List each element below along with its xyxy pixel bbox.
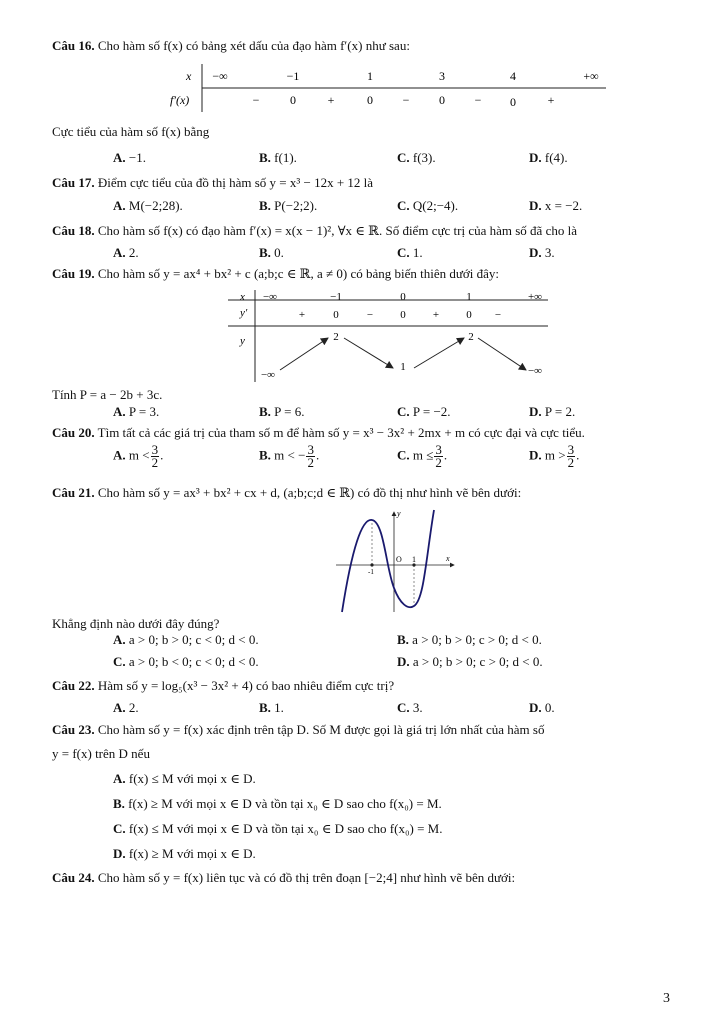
- q17-option-b-text: P(−2;2).: [274, 198, 318, 213]
- q19-sign-2: −: [366, 309, 374, 321]
- q20-option-d-label: D.: [529, 447, 542, 463]
- q19-sign-5: 0: [466, 309, 472, 321]
- q19-arrow-4: [478, 338, 526, 370]
- q20-option-d-denominator: 2: [567, 455, 575, 470]
- q19-option-d-label: D.: [529, 404, 542, 419]
- q18-option-b: [259, 245, 284, 261]
- q21-origin-label: O: [396, 555, 402, 564]
- q20-number: Câu 20.: [52, 425, 95, 440]
- q16-sign-3: 0: [367, 93, 373, 107]
- q16-sign-6: −: [474, 93, 482, 107]
- q16-option-a-label: A.: [113, 150, 126, 165]
- q19-option-b-label: B.: [259, 404, 271, 419]
- q19-y-2: 1: [400, 361, 406, 373]
- q24-number: Câu 24.: [52, 870, 95, 885]
- q16-sign-7: 0: [510, 95, 516, 109]
- q20-option-c-fraction: [434, 444, 443, 469]
- q20-option-b-numerator: 3: [307, 442, 314, 457]
- q22-option-a-text: 2.: [128, 700, 139, 715]
- q19-sign-4: +: [432, 309, 440, 321]
- q20-option-d-numerator: 3: [567, 442, 575, 457]
- q16-x-5: +∞: [583, 69, 599, 83]
- q19-x-1: −1: [330, 291, 342, 303]
- q18-number: Câu 18.: [52, 223, 95, 238]
- q20-option-c-pre: m ≤: [412, 447, 434, 463]
- q19-arrow-1: [280, 338, 328, 370]
- page-number: 3: [663, 991, 670, 1006]
- q23-text-continued: y = f(x) trên D nếu: [52, 746, 150, 761]
- q21-option-c-text: a > 0; b < 0; c < 0; d < 0.: [128, 654, 259, 669]
- q20-option-d-fraction: [567, 444, 576, 469]
- q21-option-d-text: a > 0; b > 0; c > 0; d < 0.: [412, 654, 543, 669]
- q23-option-d-text: f(x) ≥ M với mọi x ∈ D.: [128, 846, 256, 861]
- q16-sign-1: 0: [290, 93, 296, 107]
- q20-option-c-post: .: [443, 447, 448, 463]
- q18-option-c: [397, 245, 423, 261]
- q19-y-1: 2: [333, 331, 339, 343]
- q19-sign-3: 0: [400, 309, 406, 321]
- q21-text: Cho hàm số y = ax³ + bx² + cx + d, (a;b;c;d ∈ ℝ) có đồ thị như hình vẽ bên dưới:: [97, 485, 522, 500]
- q22-option-c-text: 3.: [412, 700, 423, 715]
- q17-number: Câu 17.: [52, 175, 95, 190]
- q23-number: Câu 23.: [52, 722, 95, 737]
- q17-stem: [52, 175, 373, 191]
- q16-option-d: [529, 150, 568, 166]
- q16-sign-8: +: [547, 93, 555, 107]
- q21-x-label: x: [446, 554, 450, 563]
- q19-arrow-3: [414, 338, 464, 368]
- q16-number: Câu 16.: [52, 38, 95, 53]
- q20-option-a-fraction: [151, 444, 160, 469]
- q23-option-d-label: D.: [113, 846, 126, 861]
- q21-tick-neg: -1: [368, 568, 374, 576]
- q16-option-c: [397, 150, 436, 166]
- q17-option-b: [259, 198, 317, 214]
- q20-option-c-label: C.: [397, 447, 410, 463]
- q19-option-a-text: P = 3.: [128, 404, 160, 419]
- q18-stem: [52, 223, 577, 239]
- q17-text: Điểm cực tiểu của đồ thị hàm số y = x³ − 12x + 12 là: [97, 175, 374, 190]
- q19-number: Câu 19.: [52, 266, 95, 281]
- q22-option-a-label: A.: [113, 700, 126, 715]
- q19-row2-label: y′: [240, 307, 248, 319]
- q16-option-d-label: D.: [529, 150, 542, 165]
- q21-option-b-text: a > 0; b > 0; c > 0; d < 0.: [412, 632, 542, 647]
- q20-option-c-numerator: 3: [435, 442, 442, 457]
- q19-option-b-text: P = 6.: [274, 404, 305, 419]
- q23-text: Cho hàm số y = f(x) xác định trên tập D. Số M được gọi là giá trị lớn nhất của hàm số: [97, 722, 545, 737]
- q21-option-a-text: a > 0; b > 0; c < 0; d < 0.: [128, 632, 259, 647]
- q18-option-d-label: D.: [529, 245, 542, 260]
- q22-option-b-label: B.: [259, 700, 271, 715]
- q23-option-a-text: f(x) ≤ M với mọi x ∈ D.: [128, 771, 256, 786]
- q22-option-c: [397, 700, 423, 716]
- q20-option-b: [259, 444, 319, 469]
- q18-option-a-label: A.: [113, 245, 126, 260]
- q18-text: Cho hàm số f(x) có đạo hàm f′(x) = x(x − 1)², ∀x ∈ ℝ. Số điểm cực trị của hàm số đã cho là: [97, 223, 577, 238]
- q17-option-c-text: Q(2;−4).: [412, 198, 459, 213]
- q21-option-d: [397, 654, 543, 670]
- q22-option-d-label: D.: [529, 700, 542, 715]
- q19-question: Tính P = a − 2b + 3c.: [52, 387, 163, 402]
- q16-option-b: [259, 150, 297, 166]
- q22-option-d-text: 0.: [544, 700, 555, 715]
- q19-text: Cho hàm số y = ax⁴ + bx² + c (a;b;c ∈ ℝ, a ≠ 0) có bảng biến thiên dưới đây:: [97, 266, 500, 281]
- q17-option-b-label: B.: [259, 198, 271, 213]
- q18-option-a-text: 2.: [128, 245, 139, 260]
- q23-stem: [52, 722, 544, 738]
- q19-x-0: −∞: [262, 291, 278, 303]
- q21-option-a-label: A.: [113, 632, 126, 647]
- q17-option-c-label: C.: [397, 198, 410, 213]
- q23-option-a: [113, 771, 256, 787]
- q19-stem: [52, 266, 499, 282]
- q20-option-a-post: .: [160, 447, 164, 463]
- q20-stem: [52, 425, 585, 441]
- q19-arrow-2: [344, 338, 393, 368]
- q23-option-b-label: B.: [113, 796, 125, 811]
- q19-option-d: [529, 404, 575, 420]
- q19-x-4: +∞: [527, 291, 543, 303]
- q16-x-2: 1: [367, 69, 373, 83]
- q20-option-d-post: .: [576, 447, 580, 463]
- q22-option-b: [259, 700, 284, 716]
- q18-option-b-text: 0.: [274, 245, 284, 260]
- q19-sign-6: −: [494, 309, 502, 321]
- q20-option-b-pre: m < −: [274, 447, 306, 463]
- q16-x-3: 3: [439, 69, 445, 83]
- q20-option-a-numerator: 3: [151, 442, 159, 457]
- q23-option-d: [113, 846, 256, 862]
- q16-sign-4: −: [402, 93, 410, 107]
- q20-option-b-post: .: [315, 447, 320, 463]
- q16-option-b-text: f(1).: [274, 150, 297, 165]
- q18-option-c-label: C.: [397, 245, 410, 260]
- q22-option-d: [529, 700, 555, 716]
- q19-y-3: 2: [468, 331, 474, 343]
- q17-option-d-text: x = −2.: [544, 198, 583, 213]
- q21-stem: [52, 485, 521, 501]
- q16-option-a-text: −1.: [128, 150, 146, 165]
- q20-option-b-label: B.: [259, 447, 271, 463]
- q17-option-d: [529, 198, 582, 214]
- q21-curve: [342, 510, 434, 612]
- q18-option-a: [113, 245, 139, 261]
- q18-option-c-text: 1.: [412, 245, 423, 260]
- q17-option-c: [397, 198, 458, 214]
- q20-option-a-denominator: 2: [151, 455, 159, 470]
- q19-y-4: −∞: [527, 365, 543, 377]
- q16-sign-2: +: [327, 93, 335, 107]
- q21-y-label: y: [397, 509, 401, 518]
- q19-option-c-text: P = −2.: [412, 404, 451, 419]
- q22-option-a: [113, 700, 139, 716]
- q20-option-a-pre: m <: [128, 447, 150, 463]
- q21-tick-one: 1: [412, 555, 416, 564]
- q20-option-a-label: A.: [113, 447, 126, 463]
- q19-row1-label: x: [240, 291, 245, 303]
- q24-text: Cho hàm số y = f(x) liên tục và có đồ thị trên đoạn [−2;4] như hình vẽ bên dưới:: [97, 870, 516, 885]
- q16-row2-label: f′(x): [170, 93, 190, 107]
- q22-option-c-label: C.: [397, 700, 410, 715]
- q16-option-a: [113, 150, 146, 166]
- q19-sign-0: +: [298, 309, 306, 321]
- q16-sign-table: [166, 62, 606, 114]
- q21-option-c: [113, 654, 259, 670]
- q18-option-d-text: 3.: [544, 245, 555, 260]
- q19-variation-table: [228, 290, 550, 382]
- q16-option-c-label: C.: [397, 150, 410, 165]
- q23-option-a-label: A.: [113, 771, 126, 786]
- q19-x-3: 1: [466, 291, 472, 303]
- q16-sign-5: 0: [439, 93, 445, 107]
- q20-text: Tìm tất cả các giá trị của tham số m để hàm số y = x³ − 3x² + 2mx + m có cực đại và cực tiểu.: [97, 425, 585, 440]
- q20-option-b-fraction: [306, 444, 315, 469]
- q20-option-a: [113, 444, 163, 469]
- q16-x-0: −∞: [212, 69, 228, 83]
- q21-option-b: [397, 632, 542, 648]
- q21-point-neg: [370, 563, 373, 566]
- q16-option-c-text: f(3).: [412, 150, 436, 165]
- q16-row1-label: x: [186, 69, 192, 83]
- q16-sign-0: −: [252, 93, 260, 107]
- q22-text: Hàm số y = log₅(x³ − 3x² + 4) có bao nhiêu điểm cực trị?: [97, 678, 395, 693]
- q17-option-a: [113, 198, 183, 214]
- q19-y-0: −∞: [260, 369, 276, 381]
- q18-option-d: [529, 245, 555, 261]
- q19-x-2: 0: [400, 291, 406, 303]
- q21-option-c-label: C.: [113, 654, 126, 669]
- q22-number: Câu 22.: [52, 678, 95, 693]
- q19-option-c-label: C.: [397, 404, 410, 419]
- q20-option-b-denominator: 2: [307, 455, 314, 470]
- q16-question: Cực tiểu của hàm số f(x) bằng: [52, 124, 210, 139]
- q20-option-c: [397, 444, 447, 469]
- q16-option-d-text: f(4).: [544, 150, 568, 165]
- q16-stem: [52, 38, 410, 54]
- q18-option-b-label: B.: [259, 245, 271, 260]
- q21-cubic-graph: [334, 508, 460, 614]
- q22-option-b-text: 1.: [274, 700, 284, 715]
- q16-x-1: −1: [286, 69, 300, 83]
- q19-option-d-text: P = 2.: [544, 404, 576, 419]
- q23-option-b: [113, 796, 442, 812]
- q23-option-c-label: C.: [113, 821, 126, 836]
- q17-option-a-label: A.: [113, 198, 126, 213]
- q19-option-a: [113, 404, 159, 420]
- q21-number: Câu 21.: [52, 485, 95, 500]
- q24-stem: [52, 870, 515, 886]
- q16-option-b-label: B.: [259, 150, 271, 165]
- q20-option-c-denominator: 2: [435, 455, 442, 470]
- q21-option-a: [113, 632, 259, 648]
- q19-option-c: [397, 404, 451, 420]
- q19-row3-label: y: [240, 335, 245, 347]
- q20-option-d-pre: m >: [544, 447, 566, 463]
- q16-x-4: 4: [510, 69, 516, 83]
- q23-option-b-text: f(x) ≥ M với mọi x ∈ D và tồn tại x₀ ∈ D sao cho f(x₀) = M.: [128, 796, 442, 811]
- q21-question: Khẳng định nào dưới đây đúng?: [52, 616, 220, 631]
- q19-option-b: [259, 404, 305, 420]
- q21-option-d-label: D.: [397, 654, 410, 669]
- q20-option-d: [529, 444, 579, 469]
- q19-sign-1: 0: [333, 309, 339, 321]
- q23-option-c: [113, 821, 442, 837]
- q22-stem: [52, 678, 394, 694]
- q19-option-a-label: A.: [113, 404, 126, 419]
- q17-option-a-text: M(−2;28).: [128, 198, 183, 213]
- q17-option-d-label: D.: [529, 198, 542, 213]
- q21-option-b-label: B.: [397, 632, 409, 647]
- q23-option-c-text: f(x) ≤ M với mọi x ∈ D và tồn tại x₀ ∈ D sao cho f(x₀) = M.: [128, 821, 443, 836]
- q16-text: Cho hàm số f(x) có bảng xét dấu của đạo hàm f′(x) như sau:: [97, 38, 410, 53]
